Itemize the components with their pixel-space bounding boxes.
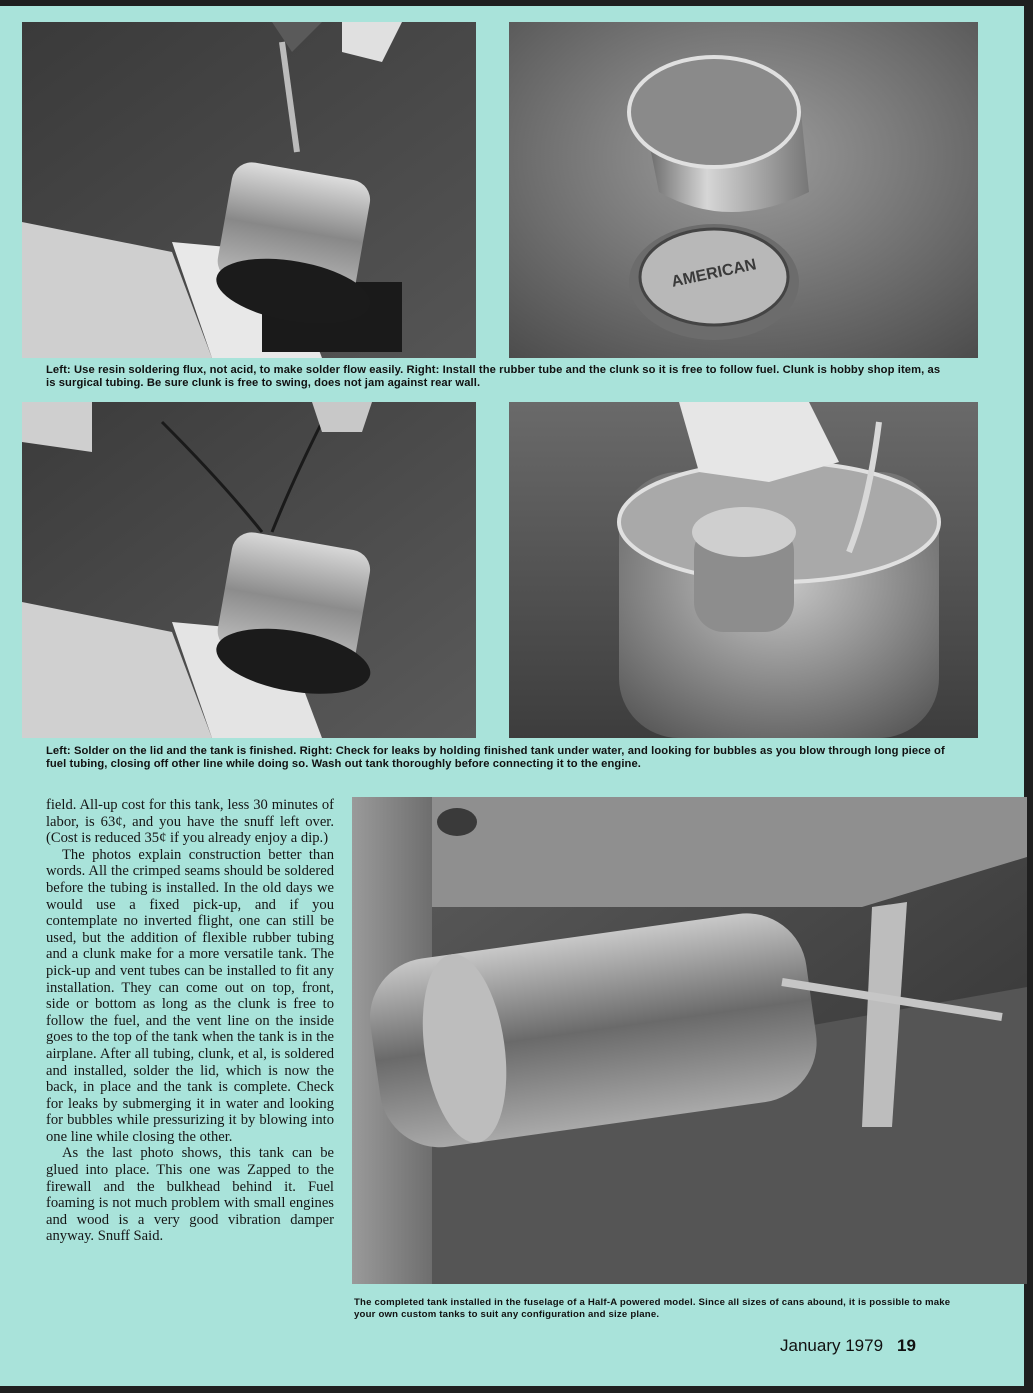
caption-installed-tank: The completed tank installed in the fuselage of a Half-A powered model. Since all sizes of cans abound, it is possible to make your own custom tanks to suit any configuration and size plane. xyxy=(354,1297,951,1320)
photo-soldering-flux xyxy=(22,22,476,358)
caption-top-photos: Left: Use resin soldering flux, not acid, to make solder flow easily. Right: Install the rubber tube and the clunk so it is free to follow fuel. Clunk is hobby shop item, as is surgical tubing. Be sure clunk is free to swing, does not jam against rear wall. xyxy=(46,364,941,389)
lid-embossed-text: AMERICAN xyxy=(669,256,758,291)
paragraph-3: As the last photo shows, this tank can be glued into place. This one was Zapped to the firewall and the bulkhead behind it. Fuel foaming is not much problem with small engines and wood is a very good vibration damper anyway. Snuff Said. xyxy=(46,1145,334,1245)
paragraph-2: The photos explain construction better than words. All the crimped seams should be soldered before the tubing is installed. In the old days we would use a fixed pick-up, and if you contemplate no inverted flight, one can still be used, but the addition of flexible rubber tubing and a clunk make for a more versatile tank. The pick-up and vent tubes can be installed to fit any installation. They can come out on top, front, side or bottom as long as the clunk is free to follow the fuel, and the vent line on the inside goes to the top of the tank when the tank is in the airplane. After all tubing, clunk, et al, is soldered and installed, solder the lid, which is now the back, in place and the tank is complete. Check for leaks by submerging it in water and looking for bubbles while pressurizing it by blowing into one line while closing the other. xyxy=(46,846,334,1145)
page-edge-shadow-bottom xyxy=(0,1386,1033,1393)
photo-leak-check xyxy=(509,402,978,738)
photo-installed-tank xyxy=(352,797,1027,1284)
page-number: 19 xyxy=(897,1336,916,1355)
photo-lid-soldered xyxy=(22,402,476,738)
issue-date: January 1979 xyxy=(780,1336,884,1355)
photo-clunk-installation xyxy=(509,22,978,358)
page-footer xyxy=(780,1336,916,1356)
article-body xyxy=(46,797,334,1245)
paragraph-1: field. All-up cost for this tank, less 30 minutes of labor, is 63¢, and you have the snuff left over. (Cost is reduced 35¢ if you already enjoy a dip.) xyxy=(46,797,334,847)
page-edge-shadow xyxy=(0,0,1033,6)
caption-middle-photos: Left: Solder on the lid and the tank is finished. Right: Check for leaks by holding finished tank under water, and looking for bubbles as you blow through long piece of fuel tubing, closing off other line while doing so. Wash out tank thoroughly before connecting it to the engine. xyxy=(46,745,945,770)
